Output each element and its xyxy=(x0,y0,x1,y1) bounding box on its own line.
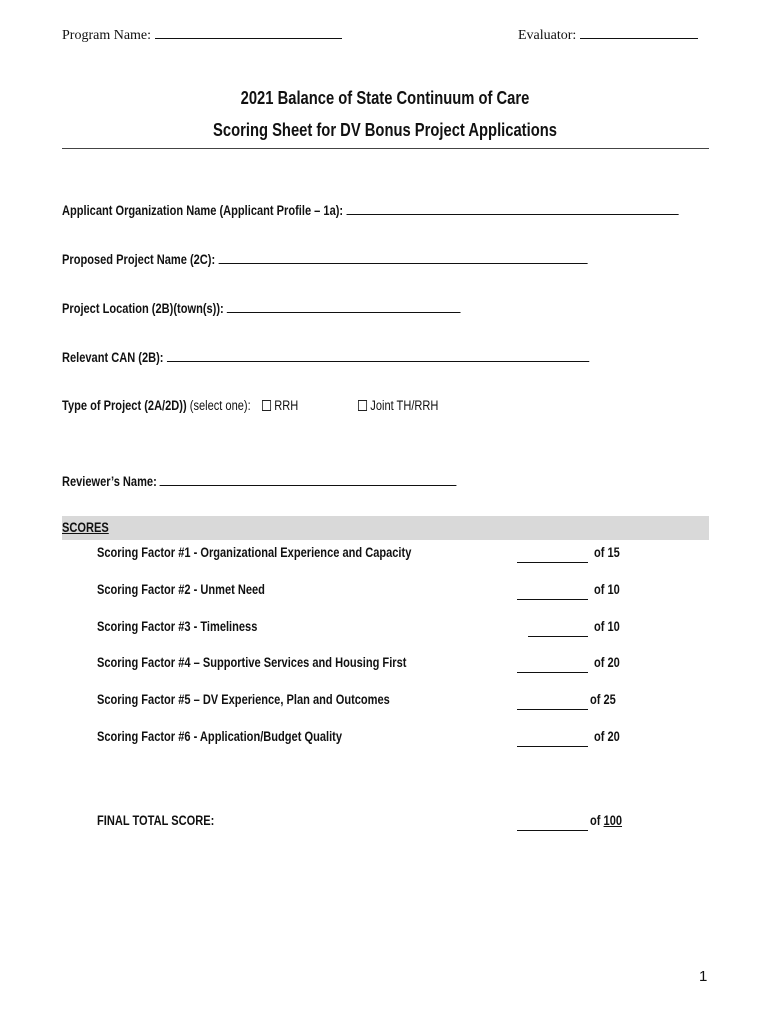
factor-3-label: Scoring Factor #3 - Timeliness xyxy=(97,619,258,634)
applicant-org-label: Applicant Organization Name (Applicant Profile – 1a): xyxy=(62,203,344,218)
scores-heading: SCORES xyxy=(62,520,109,535)
program-name-label: Program Name: xyxy=(62,28,152,43)
evaluator-blank[interactable] xyxy=(580,26,698,39)
project-location-label: Project Location (2B)(town(s)): xyxy=(62,301,224,316)
project-name-label: Proposed Project Name (2C): xyxy=(62,252,216,267)
final-total-label: FINAL TOTAL SCORE: xyxy=(97,813,215,828)
rrh-checkbox[interactable] xyxy=(262,400,271,411)
factor-1-max: of 15 xyxy=(594,545,620,560)
evaluator-field xyxy=(518,26,698,44)
factor-3-blank[interactable] xyxy=(528,635,588,637)
factor-4-blank[interactable] xyxy=(517,671,588,673)
program-name-blank[interactable] xyxy=(155,26,342,39)
final-of-prefix: of xyxy=(590,813,601,828)
reviewer-name-field xyxy=(62,473,457,489)
factor-3-max: of 10 xyxy=(594,619,620,634)
factor-5-blank[interactable] xyxy=(517,708,588,710)
project-type-field xyxy=(62,398,251,413)
applicant-org-field xyxy=(62,202,678,218)
factor-2-blank[interactable] xyxy=(517,598,588,600)
rrh-label: RRH xyxy=(274,398,299,413)
factor-2-max: of 10 xyxy=(594,582,620,597)
project-type-label: Type of Project (2A/2D)) xyxy=(62,398,187,413)
factor-6-blank[interactable] xyxy=(517,745,588,747)
final-total-max xyxy=(590,813,622,828)
program-name-field xyxy=(62,26,342,44)
factor-5-max: of 25 xyxy=(590,692,616,707)
factor-2-label: Scoring Factor #2 - Unmet Need xyxy=(97,582,265,597)
page-number: 1 xyxy=(699,968,708,985)
option-rrh[interactable] xyxy=(262,398,298,413)
scores-header-bar xyxy=(62,516,709,540)
factor-4-label: Scoring Factor #4 – Supportive Services and Housing First xyxy=(97,655,407,670)
project-location-blank[interactable] xyxy=(227,300,461,313)
factor-1-blank[interactable] xyxy=(517,561,588,563)
factor-6-label: Scoring Factor #6 - Application/Budget Quality xyxy=(97,729,343,744)
title-line-2: Scoring Sheet for DV Bonus Project Applications xyxy=(213,120,557,140)
relevant-can-blank[interactable] xyxy=(167,349,589,362)
title-divider xyxy=(62,148,709,149)
reviewer-name-blank[interactable] xyxy=(160,473,457,486)
factor-1-label: Scoring Factor #1 - Organizational Experience and Capacity xyxy=(97,545,412,560)
project-name-blank[interactable] xyxy=(218,251,587,264)
reviewer-name-label: Reviewer’s Name: xyxy=(62,474,157,489)
relevant-can-field xyxy=(62,349,589,365)
factor-6-max: of 20 xyxy=(594,729,620,744)
final-of-value: 100 xyxy=(603,813,623,828)
joint-label: Joint TH/RRH xyxy=(370,398,439,413)
project-name-field xyxy=(62,251,587,267)
option-joint-th-rrh[interactable] xyxy=(358,398,438,413)
applicant-org-blank[interactable] xyxy=(346,202,678,215)
relevant-can-label: Relevant CAN (2B): xyxy=(62,350,164,365)
factor-4-max: of 20 xyxy=(594,655,620,670)
factor-5-label: Scoring Factor #5 – DV Experience, Plan and Outcomes xyxy=(97,692,390,707)
project-type-hint: (select one): xyxy=(189,398,251,413)
evaluator-label: Evaluator: xyxy=(518,28,577,43)
final-total-blank[interactable] xyxy=(517,829,588,831)
project-location-field xyxy=(62,300,461,316)
title-line-1: 2021 Balance of State Continuum of Care xyxy=(240,88,530,108)
joint-checkbox[interactable] xyxy=(358,400,367,411)
